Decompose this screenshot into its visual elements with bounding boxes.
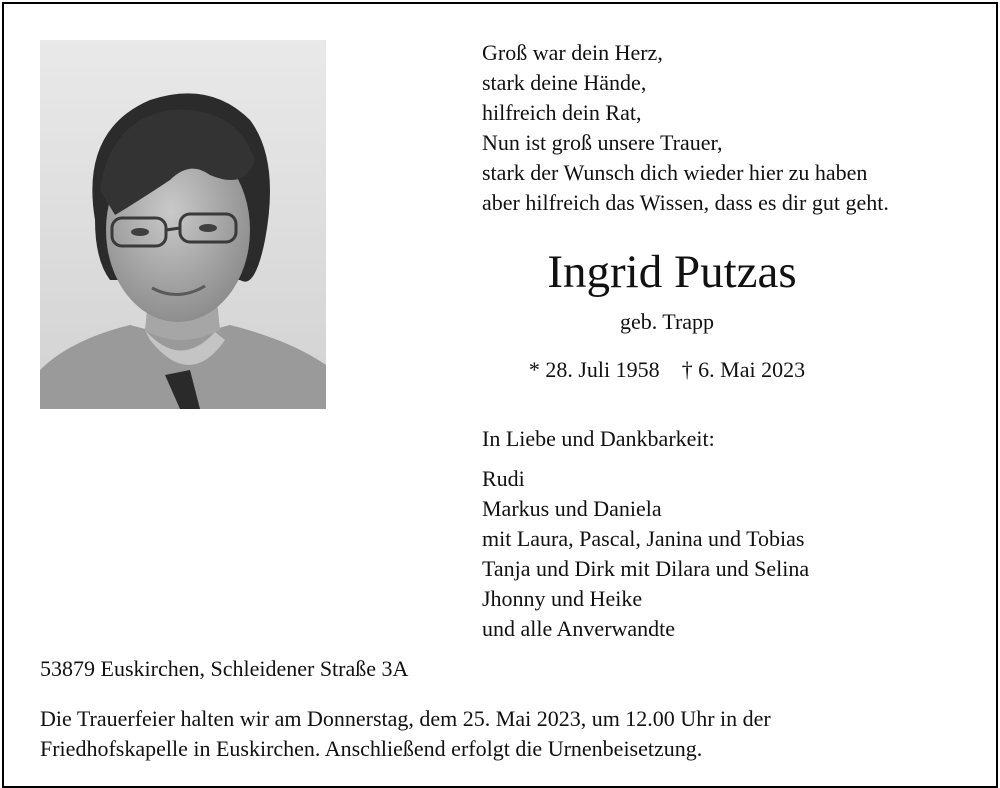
funeral-line: Friedhofskapelle in Euskirchen. Anschließend erfolgt die Urnenbeisetzung. <box>40 736 703 761</box>
mourner-line: Rudi <box>482 466 525 491</box>
mourner-line: und alle Anverwandte <box>482 616 676 641</box>
poem-line: stark deine Hände, <box>482 70 647 95</box>
poem-line: stark der Wunsch dich wieder hier zu haben <box>482 160 868 185</box>
funeral-details <box>40 704 940 764</box>
poem-line: hilfreich dein Rat, <box>482 100 642 125</box>
portrait-illustration <box>40 40 326 409</box>
life-dates <box>482 355 852 385</box>
mourners-list <box>482 464 809 644</box>
poem-line: Groß war dein Herz, <box>482 40 663 65</box>
maiden-name: geb. Trapp <box>619 309 715 334</box>
portrait-photo <box>40 40 326 409</box>
death-date: † 6. Mai 2023 <box>681 357 806 382</box>
birth-date: * 28. Juli 1958 <box>528 357 660 382</box>
mourner-line: Markus und Daniela <box>482 496 662 521</box>
mourner-line: Tanja und Dirk mit Dilara und Selina <box>482 556 810 581</box>
memorial-poem <box>482 38 889 218</box>
obituary-notice <box>2 2 998 788</box>
deceased-name: Ingrid Putzas <box>547 246 797 298</box>
mourner-line: mit Laura, Pascal, Janina und Tobias <box>482 526 805 551</box>
funeral-line: Die Trauerfeier halten wir am Donnerstag, dem 25. Mai 2023, um 12.00 Uhr in der <box>40 706 771 731</box>
poem-line: aber hilfreich das Wissen, dass es dir gut geht. <box>482 190 889 215</box>
poem-line: Nun ist groß unsere Trauer, <box>482 130 723 155</box>
family-address: 53879 Euskirchen, Schleidener Straße 3A <box>40 656 409 681</box>
mourners-intro: In Liebe und Dankbarkeit: <box>482 426 715 451</box>
mourner-line: Jhonny und Heike <box>482 586 643 611</box>
